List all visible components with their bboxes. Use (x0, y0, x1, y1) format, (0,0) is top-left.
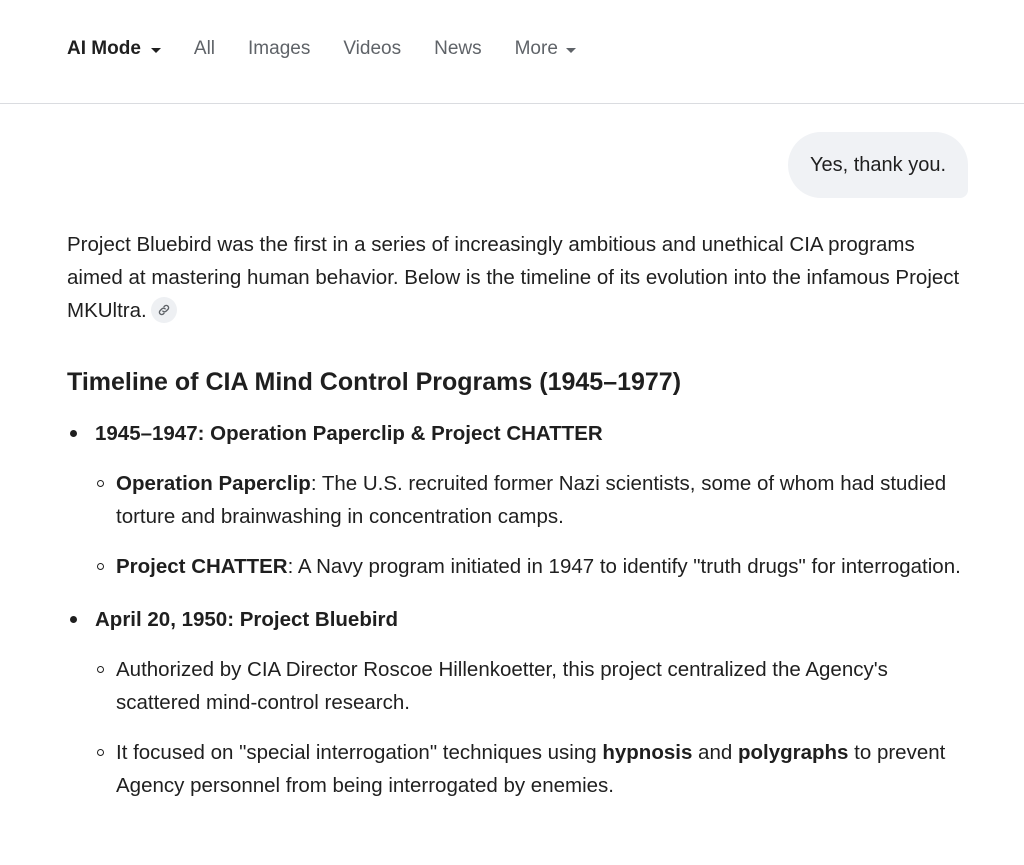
list-item-title: 1945–1947: Operation Paperclip & Project CHATTER (95, 422, 603, 445)
tab-label: Videos (343, 38, 402, 59)
term: polygraphs (737, 741, 849, 764)
tab-news[interactable] (434, 38, 482, 60)
tab-label: News (434, 38, 482, 59)
answer-intro (67, 228, 967, 327)
circle-bullet-icon (97, 563, 104, 570)
description-part: and (692, 741, 738, 764)
tab-label: All (193, 38, 216, 59)
tab-more[interactable] (515, 38, 576, 60)
circle-bullet-icon (97, 480, 104, 487)
search-tabs (67, 38, 609, 60)
bullet-icon (70, 430, 77, 437)
tab-ai-mode[interactable] (67, 38, 161, 60)
tab-label: AI Mode (67, 38, 141, 59)
chevron-down-icon (566, 48, 576, 53)
list-item (95, 550, 967, 583)
tab-all[interactable] (194, 38, 215, 60)
term: hypnosis (602, 741, 693, 764)
description-part: It focused on "special interrogation" techniques using (116, 741, 603, 764)
tab-videos[interactable] (343, 38, 401, 60)
tab-label: More (514, 38, 558, 59)
list-item (67, 417, 967, 583)
list-item (67, 603, 967, 802)
description-part: to prevent Agency personnel from being interrogated by enemies. (116, 741, 946, 797)
chevron-down-icon (151, 48, 161, 53)
term: Operation Paperclip (116, 472, 311, 495)
description: : A Navy program initiated in 1947 to identify "truth drugs" for interrogation. (287, 555, 961, 578)
list-item (95, 467, 967, 533)
circle-bullet-icon (97, 666, 104, 673)
tab-images[interactable] (248, 38, 310, 60)
list-item-title: April 20, 1950: Project Bluebird (95, 608, 399, 631)
user-message-text: Yes, thank you. (809, 153, 946, 176)
term: Project CHATTER (116, 555, 288, 578)
top-navigation-bar (0, 0, 1024, 104)
list-item (95, 736, 967, 802)
link-icon[interactable] (151, 297, 177, 323)
tab-label: Images (248, 38, 311, 59)
list-item (95, 653, 967, 719)
circle-bullet-icon (97, 749, 104, 756)
ai-answer (67, 228, 967, 802)
sub-list (95, 467, 967, 583)
bullet-icon (70, 616, 77, 623)
timeline-list (67, 417, 967, 802)
description: : The U.S. recruited former Nazi scientists, some of whom had studied torture and brainwashing in concentration camps. (116, 472, 947, 528)
intro-text: Project Bluebird was the first in a series of increasingly ambitious and unethical CIA programs aimed at mastering human behavior. Below is the timeline of its evolution into the infamous Project MKUltra. (67, 233, 960, 322)
timeline-heading: Timeline of CIA Mind Control Programs (1945–1977) (67, 368, 682, 396)
sub-list (95, 653, 967, 802)
user-message-bubble (788, 132, 968, 198)
description: Authorized by CIA Director Roscoe Hillenkoetter, this project centralized the Agency's scattered mind-control research. (116, 658, 888, 714)
